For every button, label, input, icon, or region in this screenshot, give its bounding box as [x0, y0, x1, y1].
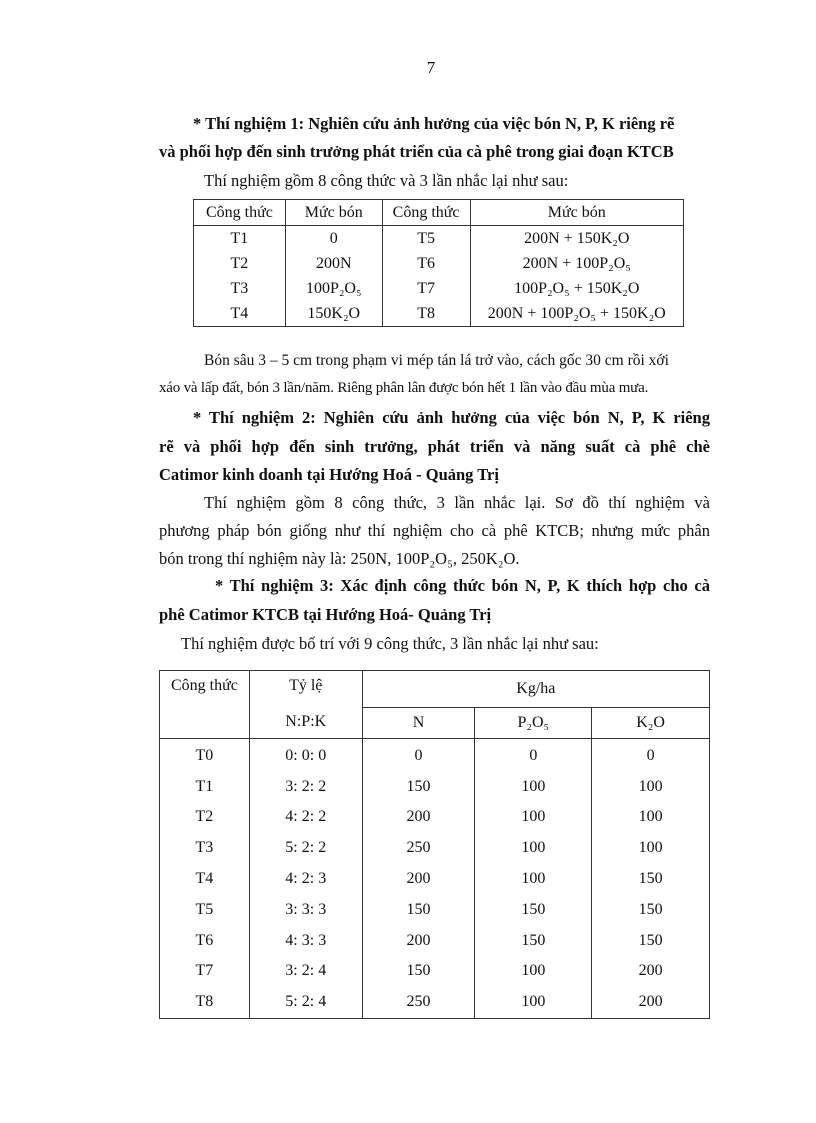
exp3-header-kgha: Kg/ha: [362, 671, 709, 708]
table-row: [160, 987, 710, 1018]
table-cell: T7: [382, 276, 470, 301]
exp1-note-line2: xáo và lấp đất, bón 3 lần/năm. Riêng phân lân được bón hết 1 lần vào đầu mùa mưa.: [159, 380, 649, 396]
table-cell: 200: [362, 925, 475, 956]
table-cell: 150: [362, 894, 475, 925]
exp3-header-p: P₂O₅: [475, 707, 592, 738]
table-cell: 150K₂O: [285, 301, 382, 327]
exp3-title-line2: phê Catimor KTCB tại Hướng Hoá- Quảng Trị: [159, 605, 492, 624]
exp3-title-line1: * Thí nghiệm 3: Xác định công thức bón N, P, K thích hợp cho cà: [215, 576, 710, 595]
table-cell: 100: [592, 771, 710, 802]
page-number: 7: [426, 58, 436, 77]
table-cell: 150: [592, 925, 710, 956]
table-cell: 150: [475, 925, 592, 956]
exp1-header-cell: Công thức: [382, 200, 470, 226]
table-cell: 5: 2: 4: [249, 987, 362, 1018]
exp3-header-ratio-sub: N:P:K: [249, 707, 362, 738]
exp3-header-k: K₂O: [592, 707, 710, 738]
exp3-table: [159, 670, 710, 1019]
table-row: [194, 301, 684, 327]
exp1-title-line1: * Thí nghiệm 1: Nghiên cứu ảnh hưởng của việc bón N, P, K riêng rẽ: [193, 114, 675, 133]
table-cell: T0: [160, 738, 250, 771]
table-cell: T4: [160, 864, 250, 895]
exp2-title-line1: * Thí nghiệm 2: Nghiên cứu ảnh hưởng của việc bón N, P, K riêng: [193, 408, 710, 427]
table-cell: T6: [382, 251, 470, 276]
table-cell: 3: 3: 3: [249, 894, 362, 925]
table-cell: 100P₂O₅: [285, 276, 382, 301]
table-cell: 150: [592, 864, 710, 895]
table-row: [160, 894, 710, 925]
table-cell: 0: [362, 738, 475, 771]
table-cell: T6: [160, 925, 250, 956]
table-cell: 100: [475, 987, 592, 1018]
table-row: [160, 771, 710, 802]
exp1-header-cell: Công thức: [194, 200, 286, 226]
table-cell: 0: [592, 738, 710, 771]
table-cell: 150: [475, 894, 592, 925]
table-row: [194, 251, 684, 276]
table-cell: 250: [362, 987, 475, 1018]
table-cell: 200: [592, 987, 710, 1018]
table-row: [160, 802, 710, 833]
table-cell: 200: [592, 956, 710, 987]
table-cell: 150: [362, 956, 475, 987]
table-cell: T8: [160, 987, 250, 1018]
table-cell: 200: [362, 802, 475, 833]
exp3-header-ratio: Tỷ lệ: [249, 671, 362, 708]
table-cell: T7: [160, 956, 250, 987]
table-row: [160, 833, 710, 864]
table-cell: 250: [362, 833, 475, 864]
table-cell: 4: 2: 3: [249, 864, 362, 895]
table-cell: 100: [475, 956, 592, 987]
table-cell: 100: [475, 802, 592, 833]
table-cell: T3: [160, 833, 250, 864]
exp2-title-line3: Catimor kinh doanh tại Hướng Hoá - Quảng Trị: [159, 465, 499, 484]
table-cell: 100: [475, 833, 592, 864]
table-cell: T3: [194, 276, 286, 301]
table-cell: 4: 3: 3: [249, 925, 362, 956]
table-cell: 200N + 150K₂O: [470, 226, 684, 252]
table-cell: 150: [592, 894, 710, 925]
table-cell: 3: 2: 2: [249, 771, 362, 802]
table-cell: T5: [160, 894, 250, 925]
table-cell: T2: [160, 802, 250, 833]
table-cell: T5: [382, 226, 470, 252]
table-cell: 100: [475, 864, 592, 895]
table-cell: 150: [362, 771, 475, 802]
table-cell: 200: [362, 864, 475, 895]
exp2-body-line2: phương pháp bón giống như thí nghiệm cho cà phê KTCB; nhưng mức phân: [159, 521, 710, 540]
table-cell: 0: [285, 226, 382, 252]
exp1-note-line1: Bón sâu 3 – 5 cm trong phạm vi mép tán lá trở vào, cách gốc 30 cm rồi xới: [204, 352, 669, 369]
table-cell: 5: 2: 2: [249, 833, 362, 864]
table-row: [160, 925, 710, 956]
exp2-body-line1: Thí nghiệm gồm 8 công thức, 3 lần nhắc lại. Sơ đồ thí nghiệm và: [204, 493, 710, 512]
table-cell: 200N + 100P₂O₅ + 150K₂O: [470, 301, 684, 327]
table-cell: 0: [475, 738, 592, 771]
exp2-body-line3: bón trong thí nghiệm này là: 250N, 100P₂O₅, 250K₂O.: [159, 549, 520, 568]
table-cell: 100: [475, 771, 592, 802]
table-row: [160, 956, 710, 987]
exp2-title-line2: rẽ và phối hợp đến sinh trưởng, phát triển và năng suất cà phê chè: [159, 437, 710, 456]
exp1-title-line2: và phối hợp đến sinh trưởng phát triển của cà phê trong giai đoạn KTCB: [159, 142, 674, 161]
table-cell: T1: [160, 771, 250, 802]
exp3-header-n: N: [362, 707, 475, 738]
table-row: [194, 276, 684, 301]
table-cell: 200N + 100P₂O₅: [470, 251, 684, 276]
table-cell: 0: 0: 0: [249, 738, 362, 771]
exp1-header-cell: Mức bón: [285, 200, 382, 226]
exp3-intro: Thí nghiệm được bố trí với 9 công thức, 3 lần nhắc lại như sau:: [181, 634, 599, 653]
table-row: [160, 864, 710, 895]
table-row: [160, 738, 710, 771]
table-cell: 200N: [285, 251, 382, 276]
table-cell: 100: [592, 802, 710, 833]
table-cell: T1: [194, 226, 286, 252]
table-cell: T4: [194, 301, 286, 327]
table-cell: 100P₂O₅ + 150K₂O: [470, 276, 684, 301]
exp3-header-formula: Công thức: [160, 671, 250, 708]
table-cell: T8: [382, 301, 470, 327]
table-row: [194, 226, 684, 252]
exp1-intro: Thí nghiệm gồm 8 công thức và 3 lần nhắc lại như sau:: [204, 171, 569, 190]
exp3-header-formula-empty: [160, 707, 250, 738]
table-cell: T2: [194, 251, 286, 276]
table-cell: 100: [592, 833, 710, 864]
exp1-table: [193, 199, 684, 327]
table-cell: 3: 2: 4: [249, 956, 362, 987]
table-cell: 4: 2: 2: [249, 802, 362, 833]
exp1-header-cell: Mức bón: [470, 200, 684, 226]
